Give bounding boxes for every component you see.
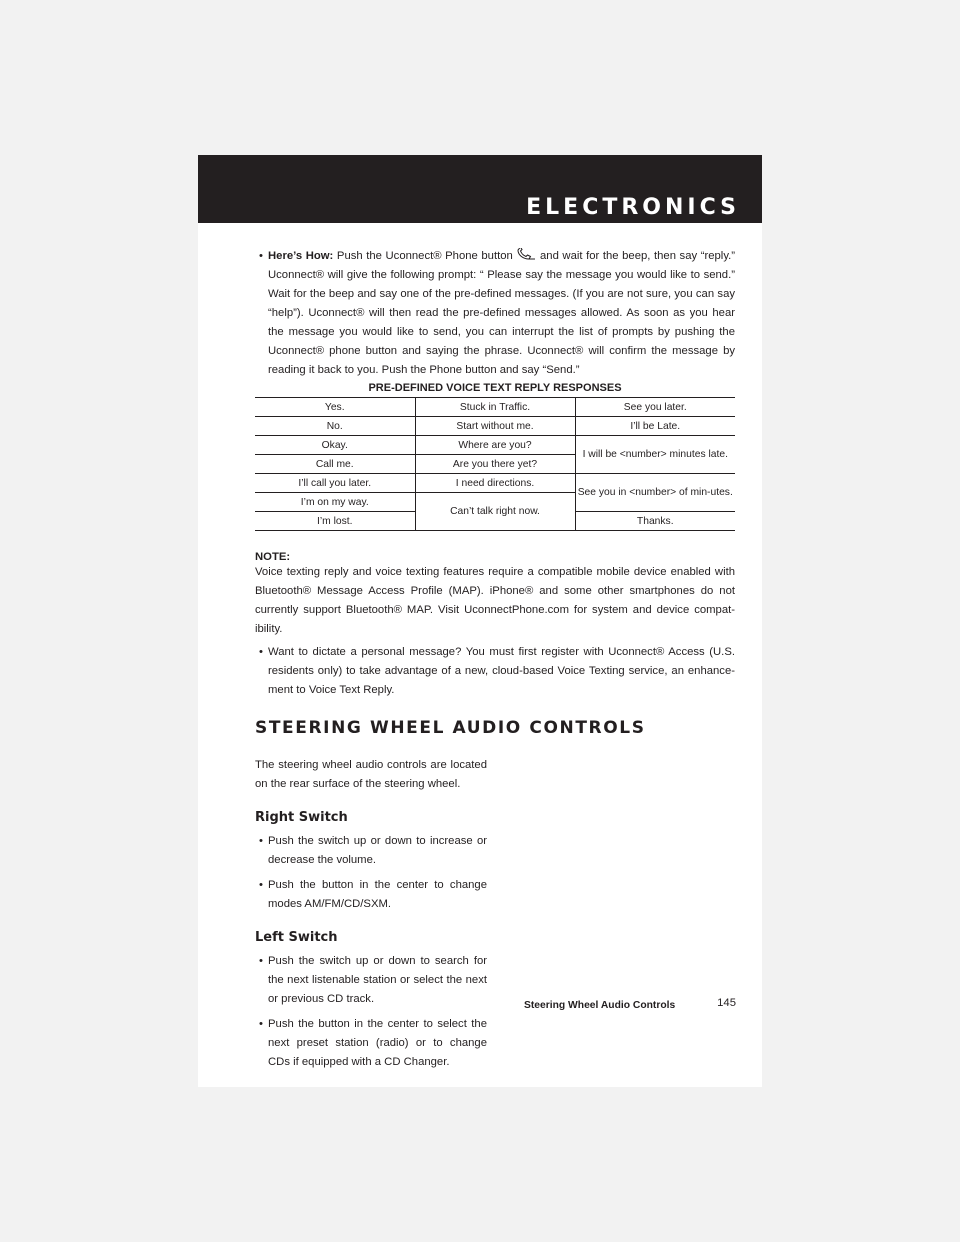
bullet-dot: • xyxy=(259,250,263,262)
table-cell: Start without me. xyxy=(415,417,575,436)
bullet-dot: • xyxy=(259,955,263,967)
list-item xyxy=(255,952,487,1009)
table-cell: I’ll call you later. xyxy=(255,474,415,493)
table-row xyxy=(255,417,735,436)
note-heading: NOTE: xyxy=(255,551,291,563)
page-number: 145 xyxy=(717,997,736,1009)
figure-caption: Steering Wheel Audio Controls xyxy=(524,1000,676,1011)
table-cell: Call me. xyxy=(255,455,415,474)
table-cell: I’m lost. xyxy=(255,512,415,531)
table-row xyxy=(255,474,735,493)
table-cell: I’ll be Late. xyxy=(575,417,735,436)
steering-left-column xyxy=(255,756,487,1072)
heres-how-bullet xyxy=(255,247,735,380)
list-item-text: Push the switch up or down to increase or decrease the volume. xyxy=(268,835,487,866)
table-cell: Thanks. xyxy=(575,512,735,531)
bullet-dot: • xyxy=(259,646,263,658)
list-item xyxy=(255,876,487,914)
bullet-dot: • xyxy=(259,1018,263,1030)
responses-table xyxy=(255,397,735,531)
section-title: ELECTRONICS xyxy=(526,195,740,220)
note-text: Voice texting reply and voice texting features require a compatible mobile device enabled with Bluetooth® Message Access Profile (MAP). iPhone® and some other smartphones do not currently support Bluetooth® MAP. Visit UconnectPhone.com for system and device compat-ibility. xyxy=(255,566,735,635)
table-cell: Stuck in Traffic. xyxy=(415,398,575,417)
table-cell: See you later. xyxy=(575,398,735,417)
table-cell: Are you there yet? xyxy=(415,455,575,474)
heres-how-lead: Here’s How: xyxy=(268,250,334,262)
note-bullet xyxy=(255,643,735,700)
list-item-text: Push the switch up or down to search for the next listenable station or select the next or previous CD track. xyxy=(268,955,487,1005)
table-cell: I need directions. xyxy=(415,474,575,493)
table-row xyxy=(255,436,735,455)
steering-section xyxy=(255,756,735,1072)
right-switch-heading: Right Switch xyxy=(255,810,348,825)
table-cell: I will be <number> minutes late. xyxy=(575,436,735,474)
heres-how-text-a: Push the Uconnect® Phone button xyxy=(336,250,513,262)
table-cell: See you in <number> of min-utes. xyxy=(575,474,735,512)
bullet-dot: • xyxy=(259,879,263,891)
list-item xyxy=(255,832,487,870)
list-item-text: Push the button in the center to change modes AM/FM/CD/SXM. xyxy=(268,879,487,910)
page-content xyxy=(255,247,735,1072)
manual-page xyxy=(198,155,762,1087)
table-cell: I’m on my way. xyxy=(255,493,415,512)
note-bullet-text: Want to dictate a personal message? You must first register with Uconnect® Access (U.S. residents only) to take advantage of a new, cloud-based Voice Texting service, an enhance-ment to Voice Text Reply. xyxy=(268,646,735,696)
table-cell: No. xyxy=(255,417,415,436)
list-item-text: Push the button in the center to select the next preset station (radio) or to change CDs if equipped with a CD Changer. xyxy=(268,1018,487,1068)
steering-intro: The steering wheel audio controls are located on the rear surface of the steering wheel. xyxy=(255,759,487,790)
left-switch-heading: Left Switch xyxy=(255,930,338,945)
table-title: PRE-DEFINED VOICE TEXT REPLY RESPONSES xyxy=(368,382,622,394)
table-cell: Okay. xyxy=(255,436,415,455)
list-item xyxy=(255,1015,487,1072)
header-band xyxy=(198,155,762,223)
table-row xyxy=(255,398,735,417)
table-cell: Where are you? xyxy=(415,436,575,455)
table-cell: Yes. xyxy=(255,398,415,417)
bullet-dot: • xyxy=(259,835,263,847)
table-cell: Can’t talk right now. xyxy=(415,493,575,531)
phone-icon xyxy=(516,248,536,260)
steering-heading: STEERING WHEEL AUDIO CONTROLS xyxy=(255,718,646,738)
heres-how-text-b: and wait for the beep, then say “reply.” Uconnect® will give the following prompt: “ Please say the message you would like to send.” Wait for the beep and say one of the pre-defined messages. (If you are not sure, you can say “help”). Uconnect® will then read the pre-defined messages allowed. As soon as you hear the message you would like to send, you can interrupt the list of prompts by pushing the Uconnect® phone button and saying the phrase. Uconnect® will confirm the message by reading it back to you. Push the Phone button and say “Send.” xyxy=(268,250,736,376)
